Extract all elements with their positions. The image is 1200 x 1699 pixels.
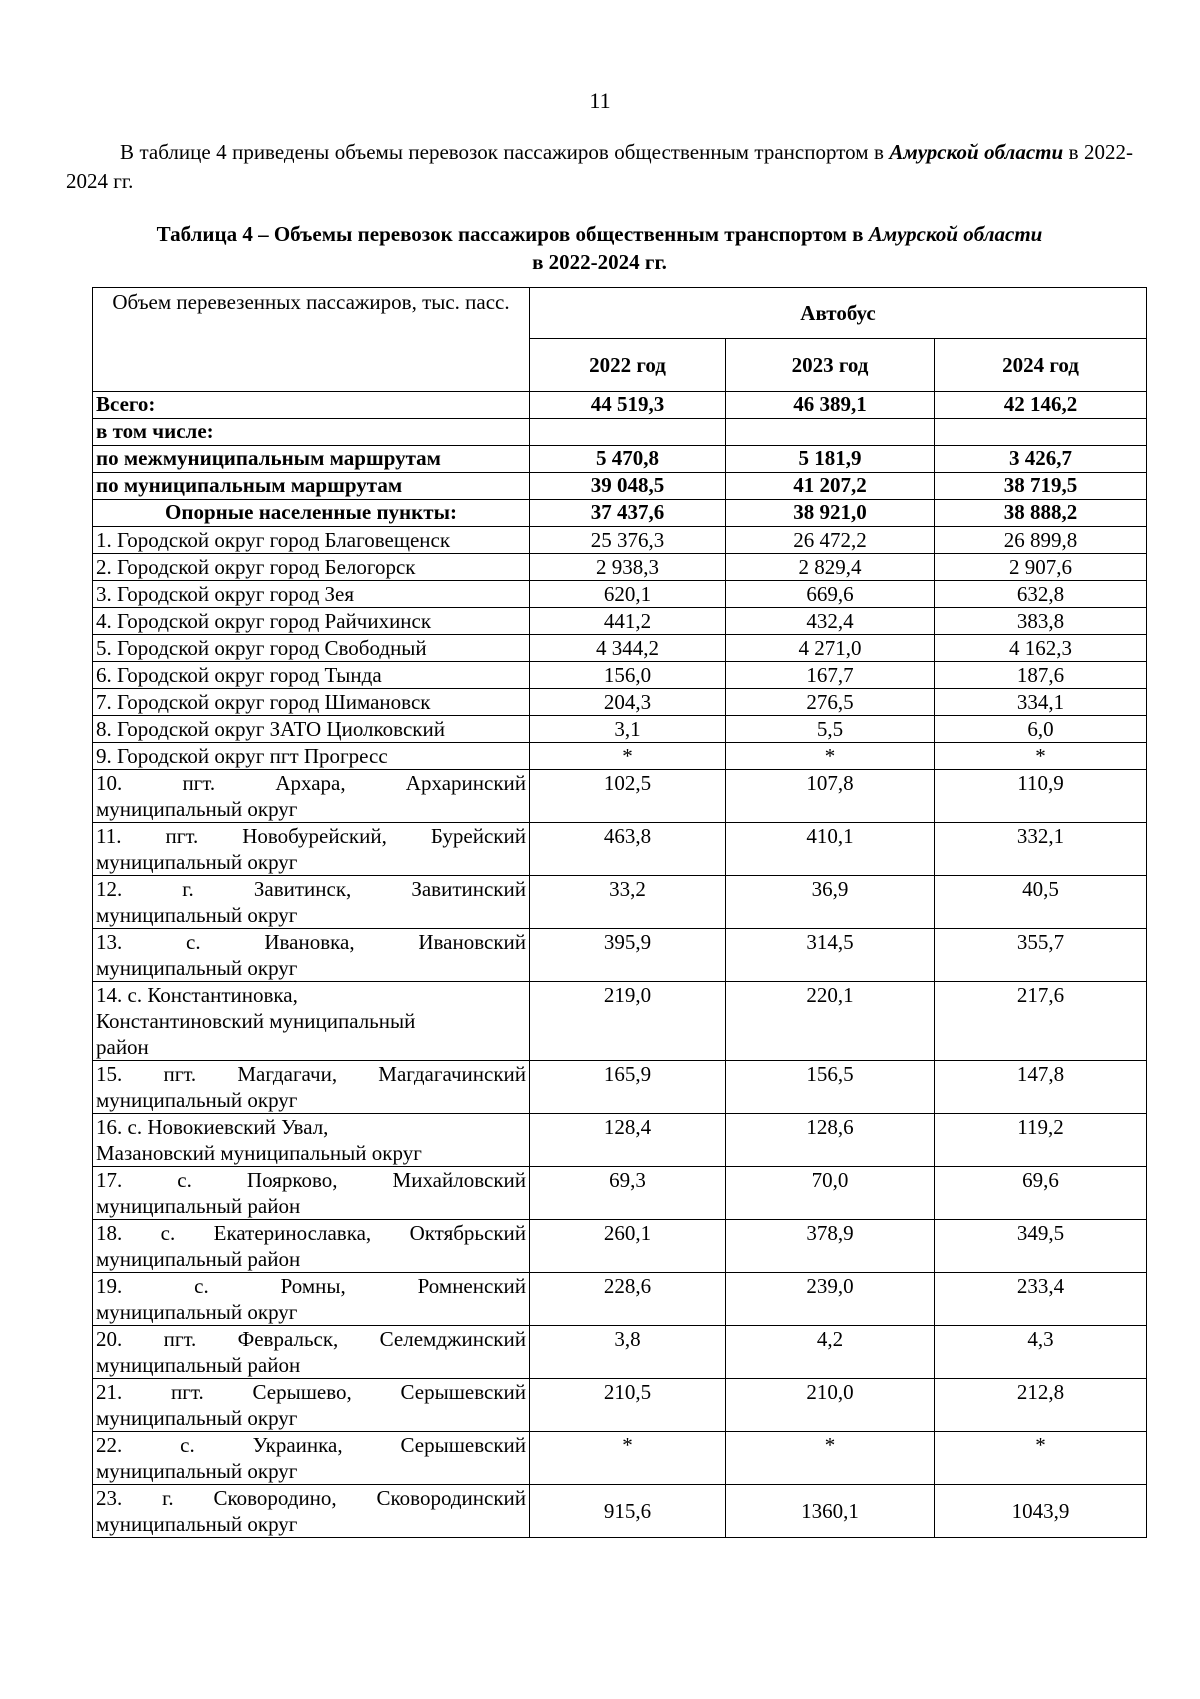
summary-value: 41 207,2 [726,473,935,500]
settlement-label-line: 18. с. Екатеринославка, Октябрьский [96,1221,526,1245]
settlement-label [93,1432,530,1485]
table-row [93,1061,1147,1114]
summary-label: по муниципальным маршрутам [93,473,530,500]
table-row [93,1273,1147,1326]
table-row [93,1379,1147,1432]
value-cell: * [530,1432,726,1485]
value-cell: 4 271,0 [726,635,935,662]
settlement-label [93,1273,530,1326]
summary-value: 38 719,5 [935,473,1147,500]
settlement-label-line: 15. пгт. Магдагачи, Магдагачинский [96,1062,526,1086]
table-row [93,527,1147,554]
summary-value: 5 181,9 [726,446,935,473]
settlement-label-line: муниципальный округ [96,1459,298,1483]
settlement-label [93,689,530,716]
summary-value [935,419,1147,446]
settlement-label-line: муниципальный округ [96,797,298,821]
value-cell: 128,6 [726,1114,935,1167]
settlement-label-line: 17. с. Поярково, Михайловский [96,1168,526,1192]
value-cell: 69,6 [935,1167,1147,1220]
value-cell: 383,8 [935,608,1147,635]
settlement-label [93,554,530,581]
settlement-label [93,581,530,608]
settlement-label-line: 19. с. Ромны, Ромненский [96,1274,526,1298]
settlement-label [93,770,530,823]
value-cell: * [935,743,1147,770]
summary-value: 39 048,5 [530,473,726,500]
table-row [93,876,1147,929]
value-cell: 2 938,3 [530,554,726,581]
settlement-label-line: 6. Городской округ город Тында [96,663,382,687]
value-cell: 2 907,6 [935,554,1147,581]
table-row [93,1220,1147,1273]
settlement-label-line: 21. пгт. Серышево, Серышевский [96,1380,526,1404]
value-cell: 441,2 [530,608,726,635]
intro-text-before: В таблице 4 приведены объемы перевозок пассажиров общественным транспортом в [120,140,890,164]
value-cell: 26 899,8 [935,527,1147,554]
summary-value: 46 389,1 [726,392,935,419]
summary-value [530,419,726,446]
summary-value: 42 146,2 [935,392,1147,419]
settlement-label-line: муниципальный округ [96,1088,298,1112]
summary-label: в том числе: [93,419,530,446]
summary-value: 38 921,0 [726,500,935,527]
settlement-label [93,982,530,1061]
value-cell: 334,1 [935,689,1147,716]
value-cell: * [530,743,726,770]
settlement-label [93,1485,530,1538]
summary-value: 3 426,7 [935,446,1147,473]
value-cell: 156,0 [530,662,726,689]
table-row [93,1114,1147,1167]
summary-value: 5 470,8 [530,446,726,473]
value-cell: 119,2 [935,1114,1147,1167]
caption-region: Амурской области [868,222,1043,246]
settlement-label [93,743,530,770]
settlement-label [93,1220,530,1273]
value-cell: * [726,743,935,770]
settlement-label-line: 11. пгт. Новобурейский, Бурейский [96,824,526,848]
settlement-label-line: муниципальный округ [96,956,298,980]
settlement-label-line: 7. Городской округ город Шимановск [96,690,431,714]
value-cell: 25 376,3 [530,527,726,554]
summary-row [93,446,1147,473]
value-cell: 36,9 [726,876,935,929]
header-year: 2024 год [935,339,1147,392]
value-cell: 219,0 [530,982,726,1061]
passenger-table [92,287,1147,1538]
value-cell: 432,4 [726,608,935,635]
settlement-label [93,876,530,929]
summary-label: по межмуниципальным маршрутам [93,446,530,473]
value-cell: 33,2 [530,876,726,929]
summary-label: Всего: [93,392,530,419]
settlement-label-line: 14. с. Константиновка, [96,983,298,1007]
value-cell: 3,8 [530,1326,726,1379]
value-cell: 210,5 [530,1379,726,1432]
value-cell: 4,3 [935,1326,1147,1379]
settlement-label-line: 2. Городской округ город Белогорск [96,555,416,579]
value-cell: 410,1 [726,823,935,876]
value-cell: 4,2 [726,1326,935,1379]
value-cell: 349,5 [935,1220,1147,1273]
value-cell: 395,9 [530,929,726,982]
settlement-label-line: 10. пгт. Архара, Архаринский [96,771,526,795]
value-cell: 228,6 [530,1273,726,1326]
value-cell: 4 162,3 [935,635,1147,662]
value-cell: 239,0 [726,1273,935,1326]
value-cell: 70,0 [726,1167,935,1220]
value-cell: 233,4 [935,1273,1147,1326]
settlement-label-line: муниципальный район [96,1194,301,1218]
summary-value [726,419,935,446]
settlement-label-line: 13. с. Ивановка, Ивановский [96,930,526,954]
table-row [93,608,1147,635]
summary-row [93,500,1147,527]
summary-label: Опорные населенные пункты: [93,500,530,527]
value-cell: * [935,1432,1147,1485]
value-cell: 355,7 [935,929,1147,982]
table-row [93,662,1147,689]
value-cell: 212,8 [935,1379,1147,1432]
settlement-label-line: муниципальный округ [96,1512,298,1536]
table-row [93,1167,1147,1220]
settlement-label [93,1379,530,1432]
summary-value: 38 888,2 [935,500,1147,527]
settlement-label-line: Константиновский муниципальный [96,1009,416,1033]
summary-value: 44 519,3 [530,392,726,419]
header-year: 2022 год [530,339,726,392]
value-cell: 6,0 [935,716,1147,743]
table-row [93,1432,1147,1485]
header-bus: Автобус [530,288,1147,339]
value-cell: 204,3 [530,689,726,716]
settlement-label [93,1167,530,1220]
value-cell: * [726,1432,935,1485]
table-row [93,982,1147,1061]
settlement-label-line: 22. с. Украинка, Серышевский [96,1433,526,1457]
settlement-label [93,608,530,635]
settlement-label-line: 8. Городской округ ЗАТО Циолковский [96,717,445,741]
page-number: 11 [589,88,611,113]
value-cell: 620,1 [530,581,726,608]
settlement-label-line: муниципальный район [96,1353,301,1377]
value-cell: 332,1 [935,823,1147,876]
settlement-label-line: Мазановский муниципальный округ [96,1141,422,1165]
settlement-label [93,1114,530,1167]
settlement-label-line: 5. Городской округ город Свободный [96,636,427,660]
table-row [93,1326,1147,1379]
value-cell: 156,5 [726,1061,935,1114]
settlement-label-line: муниципальный округ [96,903,298,927]
settlement-label-line: муниципальный округ [96,1300,298,1324]
value-cell: 26 472,2 [726,527,935,554]
value-cell: 463,8 [530,823,726,876]
intro-region: Амурской области [889,140,1064,164]
settlement-label [93,823,530,876]
settlement-label-line: муниципальный округ [96,1406,298,1430]
value-cell: 276,5 [726,689,935,716]
table-row [93,635,1147,662]
settlement-label [93,635,530,662]
header-volume-label: Объем перевезенных пассажиров, тыс. пасс. [93,288,530,392]
summary-row [93,473,1147,500]
table-row [93,716,1147,743]
caption-after: в 2022-2024 гг. [532,250,667,274]
table-row [93,554,1147,581]
caption-before: Таблица 4 – Объемы перевозок пассажиров общественным транспортом в [156,222,869,246]
value-cell: 632,8 [935,581,1147,608]
value-cell: 165,9 [530,1061,726,1114]
settlement-label-line: 1. Городской округ город Благовещенск [96,528,451,552]
summary-row [93,392,1147,419]
value-cell: 1360,1 [726,1485,935,1538]
settlement-label-line: муниципальный район [96,1247,301,1271]
value-cell: 69,3 [530,1167,726,1220]
value-cell: 4 344,2 [530,635,726,662]
table-body [93,392,1147,1538]
settlement-label-line: 16. с. Новокиевский Увал, [96,1115,329,1139]
value-cell: 378,9 [726,1220,935,1273]
table-row [93,1485,1147,1538]
value-cell: 314,5 [726,929,935,982]
settlement-label [93,1326,530,1379]
value-cell: 260,1 [530,1220,726,1273]
value-cell: 220,1 [726,982,935,1061]
settlement-label-line: 3. Городской округ город Зея [96,582,355,606]
value-cell: 217,6 [935,982,1147,1061]
value-cell: 102,5 [530,770,726,823]
table-row [93,770,1147,823]
table-row [93,581,1147,608]
settlement-label-line: район [96,1035,149,1059]
table-row [93,689,1147,716]
value-cell: 167,7 [726,662,935,689]
table-header [93,288,1147,392]
settlement-label-line: 9. Городской округ пгт Прогресс [96,744,388,768]
settlement-label [93,716,530,743]
value-cell: 669,6 [726,581,935,608]
settlement-label [93,1061,530,1114]
value-cell: 210,0 [726,1379,935,1432]
header-year: 2023 год [726,339,935,392]
value-cell: 128,4 [530,1114,726,1167]
summary-row [93,419,1147,446]
value-cell: 5,5 [726,716,935,743]
settlement-label-line: 4. Городской округ город Райчихинск [96,609,432,633]
settlement-label-line: 23. г. Сковородино, Сковородинский [96,1486,526,1510]
value-cell: 147,8 [935,1061,1147,1114]
settlement-label [93,929,530,982]
table-row [93,823,1147,876]
settlement-label [93,527,530,554]
value-cell: 1043,9 [935,1485,1147,1538]
value-cell: 915,6 [530,1485,726,1538]
value-cell: 110,9 [935,770,1147,823]
settlement-label-line: 20. пгт. Февральск, Селемджинский [96,1327,526,1351]
settlement-label-line: муниципальный округ [96,850,298,874]
value-cell: 40,5 [935,876,1147,929]
value-cell: 3,1 [530,716,726,743]
table-row [93,743,1147,770]
summary-value: 37 437,6 [530,500,726,527]
table-caption [66,220,1133,276]
intro-text-after: в 2022-2024 гг. [66,140,1133,193]
table-row [93,929,1147,982]
value-cell: 2 829,4 [726,554,935,581]
intro-paragraph [66,138,1133,196]
settlement-label-line: 12. г. Завитинск, Завитинский [96,877,526,901]
value-cell: 187,6 [935,662,1147,689]
value-cell: 107,8 [726,770,935,823]
settlement-label [93,662,530,689]
